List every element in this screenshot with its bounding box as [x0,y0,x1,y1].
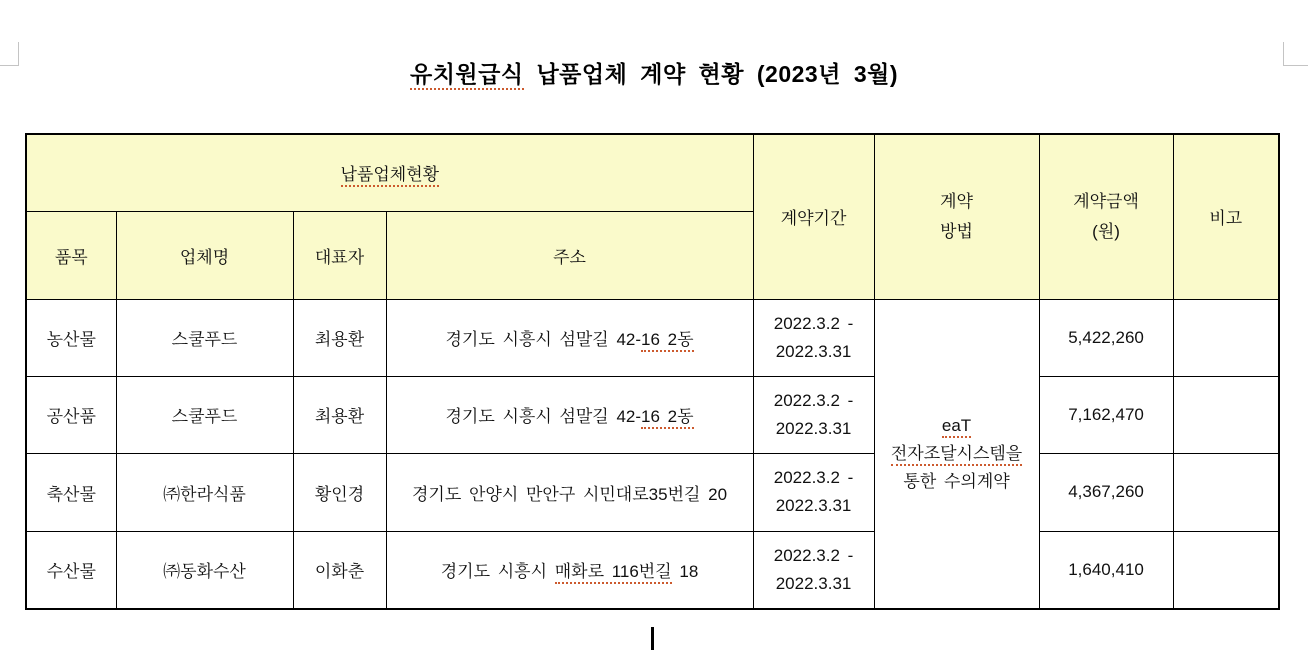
header-amount[interactable] [1039,134,1173,299]
method-line [877,440,1037,468]
cell-address[interactable] [386,453,753,531]
cell-note[interactable] [1173,376,1279,453]
misspelled-text: 전자조달시스템을 [891,444,1022,466]
misspelled-text: 납품업체현황 [341,165,440,187]
cell-company[interactable]: 스쿨푸드 [116,376,293,453]
text-cursor [651,627,654,650]
cell-amount[interactable]: 4,367,260 [1039,453,1173,531]
header-note[interactable]: 비고 [1173,134,1279,299]
text-segment: 18 [671,562,699,582]
text-segment: 경기도 시흥시 섬말길 42- [445,407,642,426]
cell-note[interactable] [1173,299,1279,376]
cell-ceo[interactable]: 황인경 [293,453,386,531]
text-segment: 통한 수의계약 [903,471,1010,491]
header-amount-line2: (원) [1092,221,1120,241]
cell-address[interactable] [386,299,753,376]
cell-period[interactable] [753,299,874,376]
method-line [877,468,1037,496]
text-segment: 경기도 시흥시 섬말길 42- [445,330,642,349]
cell-company[interactable]: ㈜동화수산 [116,531,293,609]
header-ceo[interactable]: 대표자 [293,211,386,299]
header-supplier-group[interactable] [26,134,753,211]
cell-amount[interactable]: 5,422,260 [1039,299,1173,376]
misspelled-text: 16 2동 [641,407,694,429]
cell-period[interactable] [753,531,874,609]
table-row [26,299,1279,376]
table-row [26,453,1279,531]
cell-ceo[interactable]: 최용환 [293,299,386,376]
cell-company[interactable]: ㈜한라식품 [116,453,293,531]
cell-address[interactable] [386,376,753,453]
cell-item[interactable]: 수산물 [26,531,116,609]
cell-amount[interactable]: 1,640,410 [1039,531,1173,609]
cell-period[interactable] [753,376,874,453]
misspelled-text: 매화로 116번길 [555,562,672,584]
header-amount-line1: 계약금액 [1073,191,1139,211]
header-item[interactable]: 품목 [26,211,116,299]
misspelled-text: eaT [942,416,971,438]
cell-method[interactable] [874,299,1039,609]
text-segment: 납품업체 계약 현황 (2023년 3월) [523,61,898,87]
cell-address[interactable] [386,531,753,609]
cell-item[interactable]: 농산물 [26,299,116,376]
cell-period[interactable] [753,453,874,531]
table-row [26,531,1279,609]
cell-item[interactable]: 축산물 [26,453,116,531]
header-row-group [26,134,1279,211]
cell-company[interactable]: 스쿨푸드 [116,299,293,376]
table-row [26,376,1279,453]
header-period[interactable]: 계약기간 [753,134,874,299]
misspelled-text: 16 2동 [641,330,694,352]
misspelled-text: 유치원급식 [410,61,524,90]
period-line: 2022.3.31 [775,418,852,438]
header-method-line2: 방법 [940,221,973,241]
period-line: 2022.3.2 - [773,468,854,487]
cell-note[interactable] [1173,453,1279,531]
header-method-line1: 계약 [940,191,973,211]
cell-amount[interactable]: 7,162,470 [1039,376,1173,453]
period-line: 2022.3.31 [775,341,852,361]
page-title[interactable] [0,56,1308,89]
text-segment: 경기도 안양시 만안구 시민대로35번길 20 [412,484,728,504]
text-segment: 경기도 시흥시 [440,562,555,582]
period-line: 2022.3.2 - [773,390,854,410]
period-line: 2022.3.31 [775,496,852,515]
cell-ceo[interactable]: 최용환 [293,376,386,453]
period-line: 2022.3.2 - [773,545,854,565]
header-method[interactable] [874,134,1039,299]
period-line: 2022.3.31 [775,573,852,593]
cell-item[interactable]: 공산품 [26,376,116,453]
cell-note[interactable] [1173,531,1279,609]
header-address[interactable]: 주소 [386,211,753,299]
cell-ceo[interactable]: 이화춘 [293,531,386,609]
period-line: 2022.3.2 - [773,313,854,333]
header-company[interactable]: 업체명 [116,211,293,299]
method-line [877,412,1037,440]
contract-table [25,133,1280,610]
